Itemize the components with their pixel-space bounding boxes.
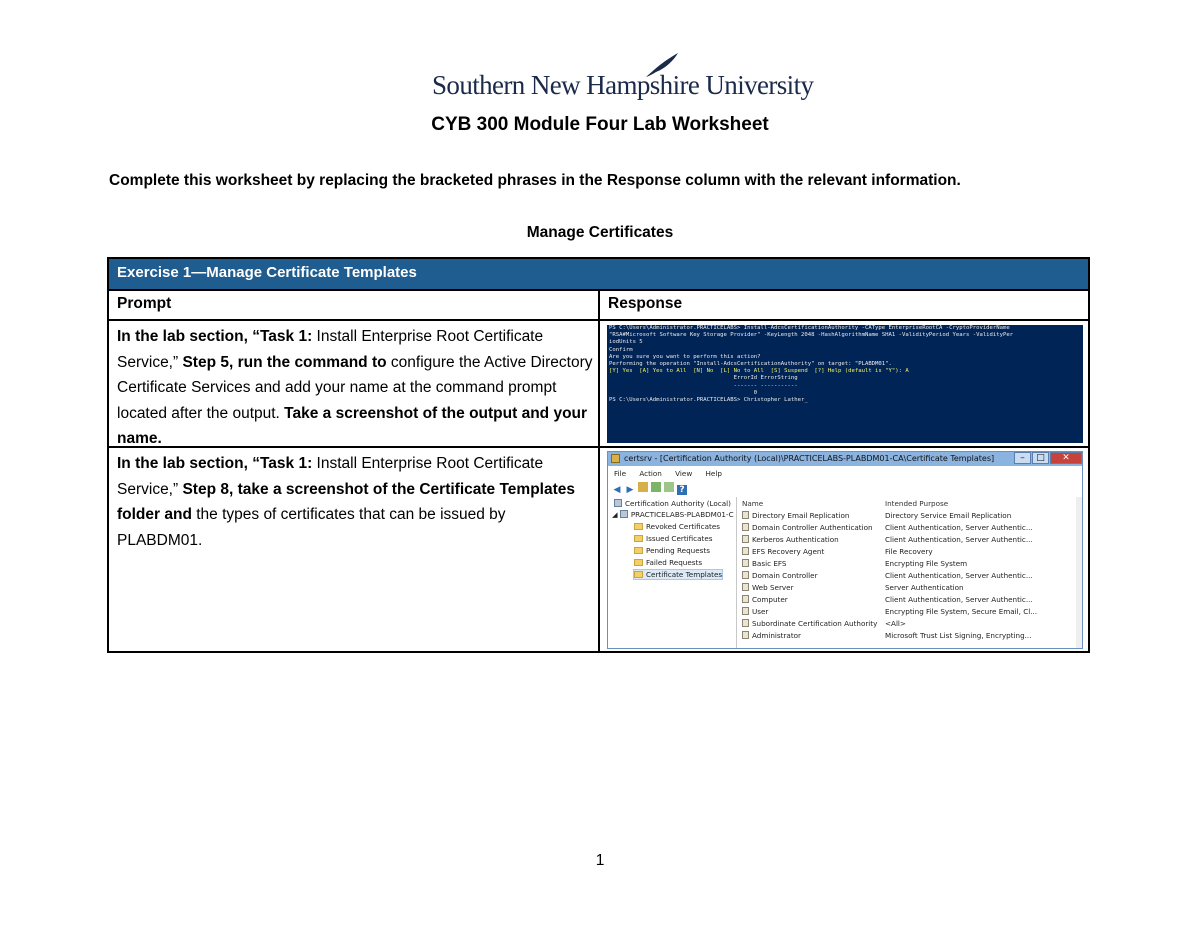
powershell-screenshot: PS C:\Users\Administrator.PRACTICELABS> Install-AdcsCertificationAuthority -CAType EnterpriseRootCA -CryptoProviderName "RSA#Microsoft Software Key Storage Provider" -KeyLength 2048 -HashAlgorithmName SHA1 -ValidityPeriod Years -ValidityPer iodUnits 5 Confirm Are you sure you want to perform this action? Performing the operation "Install-AdcsCertificationAuthority" on target: "PLABDM01". [Y] Yes [A] Yes to All [N] No [L] No to All [S] Suspend [?] Help (default is "Y"): A ErrorId ErrorString ------- ----------- 0 PS C:\Users\Administrator.PRACTICELABS> Christopher Lather_ xyxy=(607,325,1083,443)
toolbar xyxy=(612,482,690,494)
template-icon xyxy=(742,619,749,627)
minimize-icon: – xyxy=(1014,452,1031,464)
back-arrow-icon: ◀ xyxy=(613,485,621,495)
folder-icon xyxy=(634,547,643,554)
template-icon xyxy=(742,547,749,555)
menu-file: File xyxy=(614,469,627,478)
table-row xyxy=(109,448,1088,651)
list-item-purpose: Client Authentication, Server Authentic... xyxy=(885,523,1033,532)
table-title-bar xyxy=(109,259,1088,291)
list-item: Domain Controller Authentication xyxy=(742,523,873,532)
menu-help: Help xyxy=(705,469,722,478)
column-header-prompt: Prompt xyxy=(117,295,172,312)
scrollbar xyxy=(1076,497,1082,649)
list-item: Basic EFS xyxy=(742,559,786,568)
menu-view: View xyxy=(675,469,693,478)
template-icon xyxy=(742,583,749,591)
tree-folder: Issued Certificates xyxy=(634,534,713,543)
folder-icon xyxy=(634,535,643,542)
window-title-bar xyxy=(608,452,1082,466)
tree-folder: Pending Requests xyxy=(634,546,710,555)
column-header-response: Response xyxy=(608,295,683,312)
list-item: Administrator xyxy=(742,631,801,640)
forward-arrow-icon: ▶ xyxy=(626,485,634,495)
template-icon xyxy=(742,511,749,519)
certsrv-screenshot xyxy=(607,451,1083,649)
list-item-purpose: Client Authentication, Server Authentic... xyxy=(885,595,1033,604)
list-item-purpose: Directory Service Email Replication xyxy=(885,511,1012,520)
window-title: certsrv - [Certification Authority (Local)\PRACTICELABS-PLABDM01-CA\Certificate Templates] xyxy=(624,454,995,463)
template-icon xyxy=(742,559,749,567)
snhu-logo xyxy=(432,52,814,104)
list-item: Computer xyxy=(742,595,788,604)
table-row xyxy=(109,321,1088,448)
tree-folder-selected: Certificate Templates xyxy=(634,570,722,579)
up-folder-icon xyxy=(638,482,648,492)
certsrv-icon xyxy=(611,454,620,463)
list-item-purpose: Encrypting File System xyxy=(885,559,968,568)
refresh-icon xyxy=(651,482,661,492)
folder-icon xyxy=(634,523,643,530)
section-heading: Manage Certificates xyxy=(526,224,674,241)
prompt-text: In the lab section, “Task 1: Install Enterprise Root Certificate Service,” Step 5, run the command to configure the Active Directory Certificate Services and add your name at the command prompt located after the output. Take a screenshot of the output and your name. xyxy=(117,328,593,447)
certificate-authority-icon xyxy=(614,499,622,507)
list-item-purpose: Encrypting File System, Secure Email, Cl... xyxy=(885,607,1038,616)
prompt-text: In the lab section, “Task 1: Install Enterprise Root Certificate Service,” Step 8, take a screenshot of the Certificate Templates folder and the types of certificates that can be issued by PLABDM01. xyxy=(117,455,575,549)
university-name: Southern New Hampshire University xyxy=(432,70,814,100)
tree-folder: Failed Requests xyxy=(634,558,702,567)
worksheet-table xyxy=(107,257,1090,653)
table-header-row xyxy=(109,291,1088,321)
template-icon xyxy=(742,595,749,603)
maximize-icon: □ xyxy=(1032,452,1049,464)
list-item-purpose: Client Authentication, Server Authentic... xyxy=(885,571,1033,580)
list-item: Subordinate Certification Authority xyxy=(742,619,877,628)
instructions: Complete this worksheet by replacing the bracketed phrases in the Response column with the relevant information. xyxy=(109,172,961,189)
template-icon xyxy=(742,631,749,639)
exercise-title: Exercise 1—Manage Certificate Templates xyxy=(117,264,417,281)
list-item: User xyxy=(742,607,768,616)
export-icon xyxy=(664,482,674,492)
list-item-purpose: Client Authentication, Server Authentic... xyxy=(885,535,1033,544)
list-item: Kerberos Authentication xyxy=(742,535,839,544)
tree-folder: Revoked Certificates xyxy=(634,522,720,531)
template-list xyxy=(739,497,1082,649)
list-item-purpose: File Recovery xyxy=(885,547,933,556)
folder-icon xyxy=(634,571,643,578)
list-item: Web Server xyxy=(742,583,794,592)
list-item: Directory Email Replication xyxy=(742,511,849,520)
list-item: Domain Controller xyxy=(742,571,818,580)
page-title: CYB 300 Module Four Lab Worksheet xyxy=(431,114,769,135)
list-item: EFS Recovery Agent xyxy=(742,547,824,556)
template-icon xyxy=(742,523,749,531)
list-item-purpose: Server Authentication xyxy=(885,583,964,592)
console-tree xyxy=(608,497,737,649)
menu-bar xyxy=(614,469,733,478)
template-icon xyxy=(742,607,749,615)
list-column-name: Name xyxy=(742,499,764,508)
tree-root: Certification Authority (Local) xyxy=(614,499,731,508)
template-icon xyxy=(742,535,749,543)
help-icon: ? xyxy=(677,485,687,495)
server-icon xyxy=(620,510,628,518)
close-icon: ✕ xyxy=(1050,452,1082,464)
list-item-purpose: Microsoft Trust List Signing, Encrypting... xyxy=(885,631,1032,640)
tree-ca-node: ◢ PRACTICELABS-PLABDM01-C xyxy=(612,510,734,519)
menu-action: Action xyxy=(639,469,662,478)
template-icon xyxy=(742,571,749,579)
list-item-purpose: <All> xyxy=(885,619,906,628)
page-number: 1 xyxy=(595,852,605,869)
list-column-purpose: Intended Purpose xyxy=(885,499,949,508)
folder-icon xyxy=(634,559,643,566)
